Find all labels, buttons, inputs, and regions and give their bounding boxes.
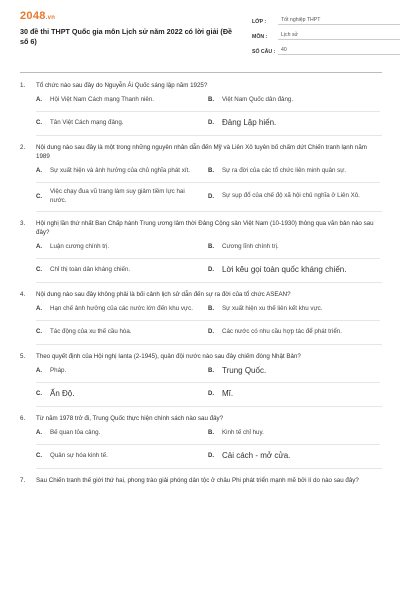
- answer-option[interactable]: [36, 165, 208, 177]
- question-divider: [36, 282, 382, 283]
- option-text: Sự xuất hiện và ảnh hưởng của chủ nghĩa phát xít.: [50, 166, 190, 174]
- answer-option[interactable]: [208, 165, 380, 177]
- question-number: 5.: [20, 353, 26, 360]
- question-body: Hội nghị lần thứ nhất Ban Chấp hành Trung ương lâm thời Đảng Cộng sản Việt Nam (10-1930) thông qua văn bản nào sau đây?: [36, 220, 374, 236]
- answer-option[interactable]: [208, 188, 380, 205]
- question-number: 2.: [20, 144, 26, 151]
- meta-label: SỐ CÂU :: [252, 49, 276, 55]
- option-letter: A.: [36, 244, 42, 250]
- option-text: Cải cách - mở cửa.: [222, 450, 291, 460]
- answer-option[interactable]: [36, 264, 208, 276]
- answer-option[interactable]: [36, 388, 208, 400]
- question-divider: [36, 344, 382, 345]
- option-text: Sự sụp đổ của chế độ xã hội chủ nghĩa ở Liên Xô.: [222, 192, 360, 200]
- question-divider: [36, 468, 382, 469]
- question-item: [20, 476, 382, 485]
- question-text: [20, 81, 382, 90]
- option-text: Luận cương chính trị.: [50, 242, 110, 250]
- answer-options: [36, 303, 382, 338]
- option-letter: C.: [36, 193, 42, 200]
- answer-option[interactable]: [208, 427, 380, 439]
- option-letter: D.: [208, 267, 214, 273]
- answer-options: [36, 241, 382, 276]
- answer-options: [36, 94, 382, 129]
- header-divider: [20, 72, 382, 73]
- question-item: [20, 143, 382, 212]
- option-divider: [36, 182, 380, 183]
- option-text: Chỉ thị toàn dân kháng chiến.: [50, 265, 131, 273]
- option-divider: [36, 444, 380, 445]
- answer-option[interactable]: [208, 365, 380, 377]
- option-letter: D.: [208, 120, 214, 126]
- option-text: Các nước có nhu cầu hợp tác để phát triển.: [222, 327, 342, 335]
- option-letter: A.: [36, 368, 42, 374]
- question-body: Tổ chức nào sau đây do Nguyễn Ái Quốc sáng lập năm 1925?: [36, 82, 208, 89]
- option-letter: A.: [36, 168, 42, 174]
- option-divider: [36, 258, 380, 259]
- question-item: [20, 352, 382, 407]
- question-text: [20, 290, 382, 299]
- document-title: 30 đề thi THPT Quốc gia môn Lịch sử năm 2022 có lời giải (Đề số 6): [20, 27, 233, 46]
- option-text: Việt Nam Quốc dân đảng.: [222, 95, 294, 103]
- answer-option[interactable]: [36, 427, 208, 439]
- meta-value: 40: [278, 47, 400, 55]
- meta-label: LỚP :: [252, 19, 267, 25]
- question-body: Nội dung nào sau đây là một trong những nguyên nhân dẫn đến Mỹ và Liên Xô tuyên bố chấm dứt Chiến tranh lạnh năm 1989: [36, 144, 367, 160]
- question-text: [20, 476, 382, 485]
- option-letter: B.: [208, 430, 214, 436]
- logo-main: 2048: [20, 10, 46, 22]
- option-letter: D.: [208, 329, 214, 335]
- option-text: Hạn chế ảnh hưởng của các nước lớn đến khu vực.: [50, 304, 193, 312]
- meta-row-count: [252, 42, 400, 55]
- answer-option[interactable]: [208, 117, 380, 129]
- option-text: Sự ra đời của các tổ chức liên minh quân sự.: [222, 166, 347, 174]
- answer-option[interactable]: [208, 450, 380, 462]
- option-letter: C.: [36, 267, 42, 273]
- answer-option[interactable]: [208, 388, 380, 400]
- option-text: Pháp.: [50, 366, 67, 374]
- option-divider: [36, 382, 380, 383]
- answer-option[interactable]: [208, 94, 380, 106]
- option-text: Kinh tế chỉ huy.: [222, 428, 264, 436]
- question-body: Nội dung nào sau đây không phải là bối cảnh lịch sử dẫn đến sự ra đời của tổ chức ASEAN?: [36, 291, 291, 298]
- question-text: [20, 352, 382, 361]
- option-text: Tân Việt Cách mạng đảng.: [50, 118, 124, 126]
- question-divider: [36, 406, 382, 407]
- question-body: Theo quyết định của Hội nghị Ianta (2-1945), quân đội nước nào sau đây chiếm đóng Nhật Bản?: [36, 353, 301, 360]
- option-text: Sự xuất hiện xu thế liên kết khu vực.: [222, 304, 323, 312]
- option-letter: B.: [208, 244, 214, 250]
- answer-options: [36, 165, 382, 205]
- option-letter: B.: [208, 368, 214, 374]
- option-letter: C.: [36, 453, 42, 459]
- question-number: 4.: [20, 291, 26, 298]
- option-letter: A.: [36, 306, 42, 312]
- option-letter: B.: [208, 97, 214, 103]
- option-letter: A.: [36, 430, 42, 436]
- question-number: 7.: [20, 477, 26, 484]
- question-item: [20, 219, 382, 283]
- answer-option[interactable]: [36, 365, 208, 377]
- option-letter: C.: [36, 391, 42, 397]
- option-text: Hội Việt Nam Cách mạng Thanh niên.: [50, 95, 154, 103]
- question-divider: [36, 135, 382, 136]
- option-divider: [36, 111, 380, 112]
- site-logo[interactable]: [20, 10, 55, 22]
- question-text: [20, 414, 382, 423]
- answer-option[interactable]: [208, 326, 380, 338]
- answer-option[interactable]: [36, 326, 208, 338]
- meta-row-subject: [252, 27, 400, 40]
- option-text: Tác động của xu thế cầu hòa.: [50, 327, 132, 335]
- answer-options: [36, 365, 382, 400]
- question-item: [20, 414, 382, 469]
- meta-value: Lịch sử: [278, 32, 400, 40]
- option-text: Ấn Độ.: [50, 388, 75, 398]
- option-letter: D.: [208, 193, 214, 200]
- question-text: [20, 143, 382, 161]
- option-text: Quân sự hóa kinh tế.: [50, 451, 108, 459]
- question-item: [20, 81, 382, 136]
- question-number: 6.: [20, 415, 26, 422]
- option-divider: [36, 320, 380, 321]
- question-number: 3.: [20, 220, 26, 227]
- option-letter: B.: [208, 168, 214, 174]
- header: [20, 0, 382, 58]
- option-text: Cương lĩnh chính trị.: [222, 242, 279, 250]
- question-body: Từ năm 1978 trở đi, Trung Quốc thực hiện chính sách nào sau đây?: [36, 415, 224, 422]
- question-item: [20, 290, 382, 345]
- meta-info: [252, 12, 400, 57]
- option-letter: D.: [208, 391, 214, 397]
- option-text: Mĩ.: [222, 388, 234, 398]
- option-text: Đảng Lập hiến.: [222, 117, 277, 127]
- answer-options: [36, 427, 382, 462]
- answer-option[interactable]: [36, 450, 208, 462]
- meta-value: Tốt nghiệp THPT: [278, 17, 400, 25]
- question-body: Sau Chiến tranh thế giới thứ hai, phong trào giải phóng dân tộc ở châu Phi phát triển mạnh mẽ bởi lí do nào sau đây?: [36, 477, 359, 484]
- question-list: [20, 81, 382, 485]
- option-letter: B.: [208, 306, 214, 312]
- answer-option[interactable]: [208, 264, 380, 276]
- answer-option[interactable]: [36, 94, 208, 106]
- option-letter: D.: [208, 453, 214, 459]
- option-letter: A.: [36, 97, 42, 103]
- answer-option[interactable]: [208, 241, 380, 253]
- question-text: [20, 219, 382, 237]
- option-text: Trung Quốc.: [222, 365, 267, 375]
- option-text: Lời kêu gọi toàn quốc kháng chiến.: [222, 264, 347, 274]
- question-divider: [36, 211, 382, 212]
- answer-option[interactable]: [36, 117, 208, 129]
- question-number: 1.: [20, 82, 26, 89]
- answer-option[interactable]: [36, 303, 208, 315]
- meta-row-class: [252, 12, 400, 25]
- answer-option[interactable]: [36, 241, 208, 253]
- option-text: Việc chạy đua vũ trang làm suy giảm tiềm lực hai nước.: [50, 188, 185, 204]
- meta-label: MÔN :: [252, 34, 268, 40]
- answer-option[interactable]: [36, 188, 208, 205]
- logo-suffix: .vn: [45, 15, 56, 21]
- option-letter: C.: [36, 120, 42, 126]
- answer-option[interactable]: [208, 303, 380, 315]
- option-letter: C.: [36, 329, 42, 335]
- option-text: Bế quan tỏa cảng.: [50, 428, 101, 436]
